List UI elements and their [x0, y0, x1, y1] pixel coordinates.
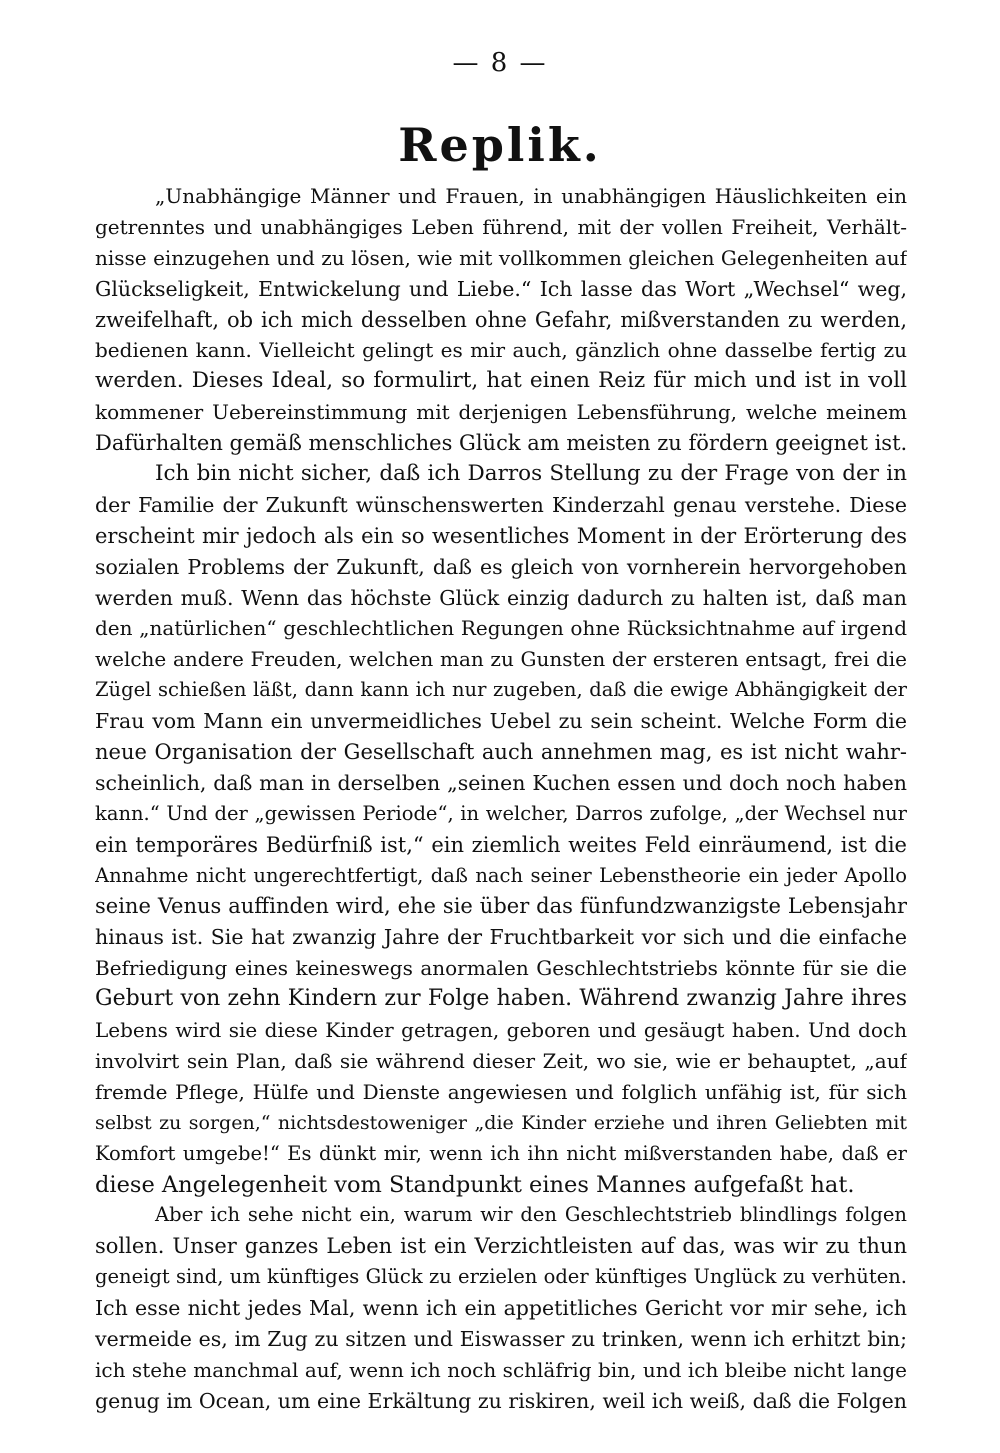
text-line: neue Organisation der Gesellschaft auch annehmen mag, es ist nicht wahr- [95, 740, 907, 765]
body-text [95, 181, 907, 1417]
text-line: Ich esse nicht jedes Mal, wenn ich ein appetitliches Gericht vor mir sehe, ich [95, 1296, 907, 1321]
text-line: getrenntes und unabhängiges Leben führend, mit der vollen Freiheit, Verhält- [95, 214, 907, 239]
text-line: ich stehe manchmal auf, wenn ich noch schläfrig bin, und ich bleibe nicht lange [95, 1357, 907, 1382]
text-line: selbst zu sorgen,“ nichtsdestoweniger „die Kinder erziehe und ihren Geliebten mit [95, 1111, 907, 1134]
text-line: der Familie der Zukunft wünschenswerten Kinderzahl genau verstehe. Diese [95, 492, 907, 517]
text-line: erscheint mir jedoch als ein so wesentliches Moment in der Erörterung des [95, 523, 907, 548]
text-line: kommener Uebereinstimmung mit derjenigen Lebensführung, welche meinem [95, 400, 907, 425]
text-line: zweifelhaft, ob ich mich desselben ohne Gefahr, mißverstanden zu werden, [95, 307, 907, 332]
text-line: scheinlich, daß man in derselben „seinen Kuchen essen und doch noch haben [95, 770, 907, 795]
page-title: Replik. [398, 118, 602, 172]
text-line: diese Angelegenheit vom Standpunkt eines Mannes aufgefaßt hat. [95, 1171, 855, 1198]
text-line: Befriedigung eines keineswegs anormalen Geschlechtstriebs könnte für sie die [95, 956, 907, 981]
text-line: fremde Pflege, Hülfe und Dienste angewiesen und folglich unfähig ist, für sich [95, 1079, 907, 1104]
text-line: seine Venus auffinden wird, ehe sie über das fünfundzwanzigste Lebensjahr [95, 894, 907, 919]
text-line: welche andere Freuden, welchen man zu Gunsten der ersteren entsagt, frei die [95, 647, 907, 672]
text-line: Geburt von zehn Kindern zur Folge haben. Während zwanzig Jahre ihres [95, 986, 907, 1012]
text-line: Ich bin nicht sicher, daß ich Darros Stellung zu der Frage von der in [155, 461, 907, 487]
text-line: Glückseligkeit, Entwickelung und Liebe.“ Ich lasse das Wort „Wechsel“ weg, [95, 276, 907, 301]
text-line: Dafürhalten gemäß menschliches Glück am meisten zu fördern geeignet ist. [95, 431, 907, 456]
text-line: Frau vom Mann ein unvermeidliches Uebel zu sein scheint. Welche Form die [95, 709, 907, 734]
text-line: ein temporäres Bedürfniß ist,“ ein ziemlich weites Feld einräumend, ist die [95, 832, 907, 857]
page-number: — 8 — [452, 48, 548, 78]
text-line: genug im Ocean, um eine Erkältung zu riskiren, weil ich weiß, daß die Folgen [95, 1388, 907, 1413]
text-line: werden. Dieses Ideal, so formulirt, hat einen Reiz für mich und ist in voll [95, 368, 907, 394]
text-line: Komfort umgebe!“ Es dünkt mir, wenn ich ihn nicht mißverstanden habe, daß er [95, 1141, 907, 1165]
text-line: den „natürlichen“ geschlechtlichen Regungen ohne Rücksichtnahme auf irgend [95, 616, 907, 641]
text-line: Annahme nicht ungerechtfertigt, daß nach seiner Lebenstheorie ein jeder Apollo [95, 863, 907, 887]
text-line: geneigt sind, um künftiges Glück zu erzielen oder künftiges Unglück zu verhüten. [95, 1265, 907, 1289]
text-line: sozialen Problems der Zukunft, daß es gleich von vornherein hervorgehoben [95, 554, 907, 579]
text-line: werden muß. Wenn das höchste Glück einzig dadurch zu halten ist, daß man [95, 585, 907, 610]
text-line: Lebens wird sie diese Kinder getragen, geboren und gesäugt haben. Und doch [95, 1018, 907, 1043]
text-line: involvirt sein Plan, daß sie während dieser Zeit, wo sie, wie er behauptet, „auf [95, 1048, 907, 1073]
text-line: Aber ich sehe nicht ein, warum wir den Geschlechtstrieb blindlings folgen [155, 1203, 907, 1227]
text-line: „Unabhängige Männer und Frauen, in unabhängigen Häuslichkeiten ein [155, 184, 907, 208]
text-line: bedienen kann. Vielleicht gelingt es mir auch, gänzlich ohne dasselbe fertig zu [95, 338, 907, 363]
text-line: vermeide es, im Zug zu sitzen und Eiswasser zu trinken, wenn ich erhitzt bin; [95, 1326, 907, 1351]
text-line: Zügel schießen läßt, dann kann ich nur zugeben, daß die ewige Abhängigkeit der [95, 678, 907, 702]
text-line: nisse einzugehen und zu lösen, wie mit vollkommen gleichen Gelegenheiten auf [95, 245, 907, 270]
text-line: sollen. Unser ganzes Leben ist ein Verzichtleisten auf das, was wir zu thun [95, 1234, 907, 1259]
text-line: kann.“ Und der „gewissen Periode“, in welcher, Darros zufolge, „der Wechsel nur [95, 801, 907, 825]
text-line: hinaus ist. Sie hat zwanzig Jahre der Fruchtbarkeit vor sich und die einfache [95, 925, 907, 950]
